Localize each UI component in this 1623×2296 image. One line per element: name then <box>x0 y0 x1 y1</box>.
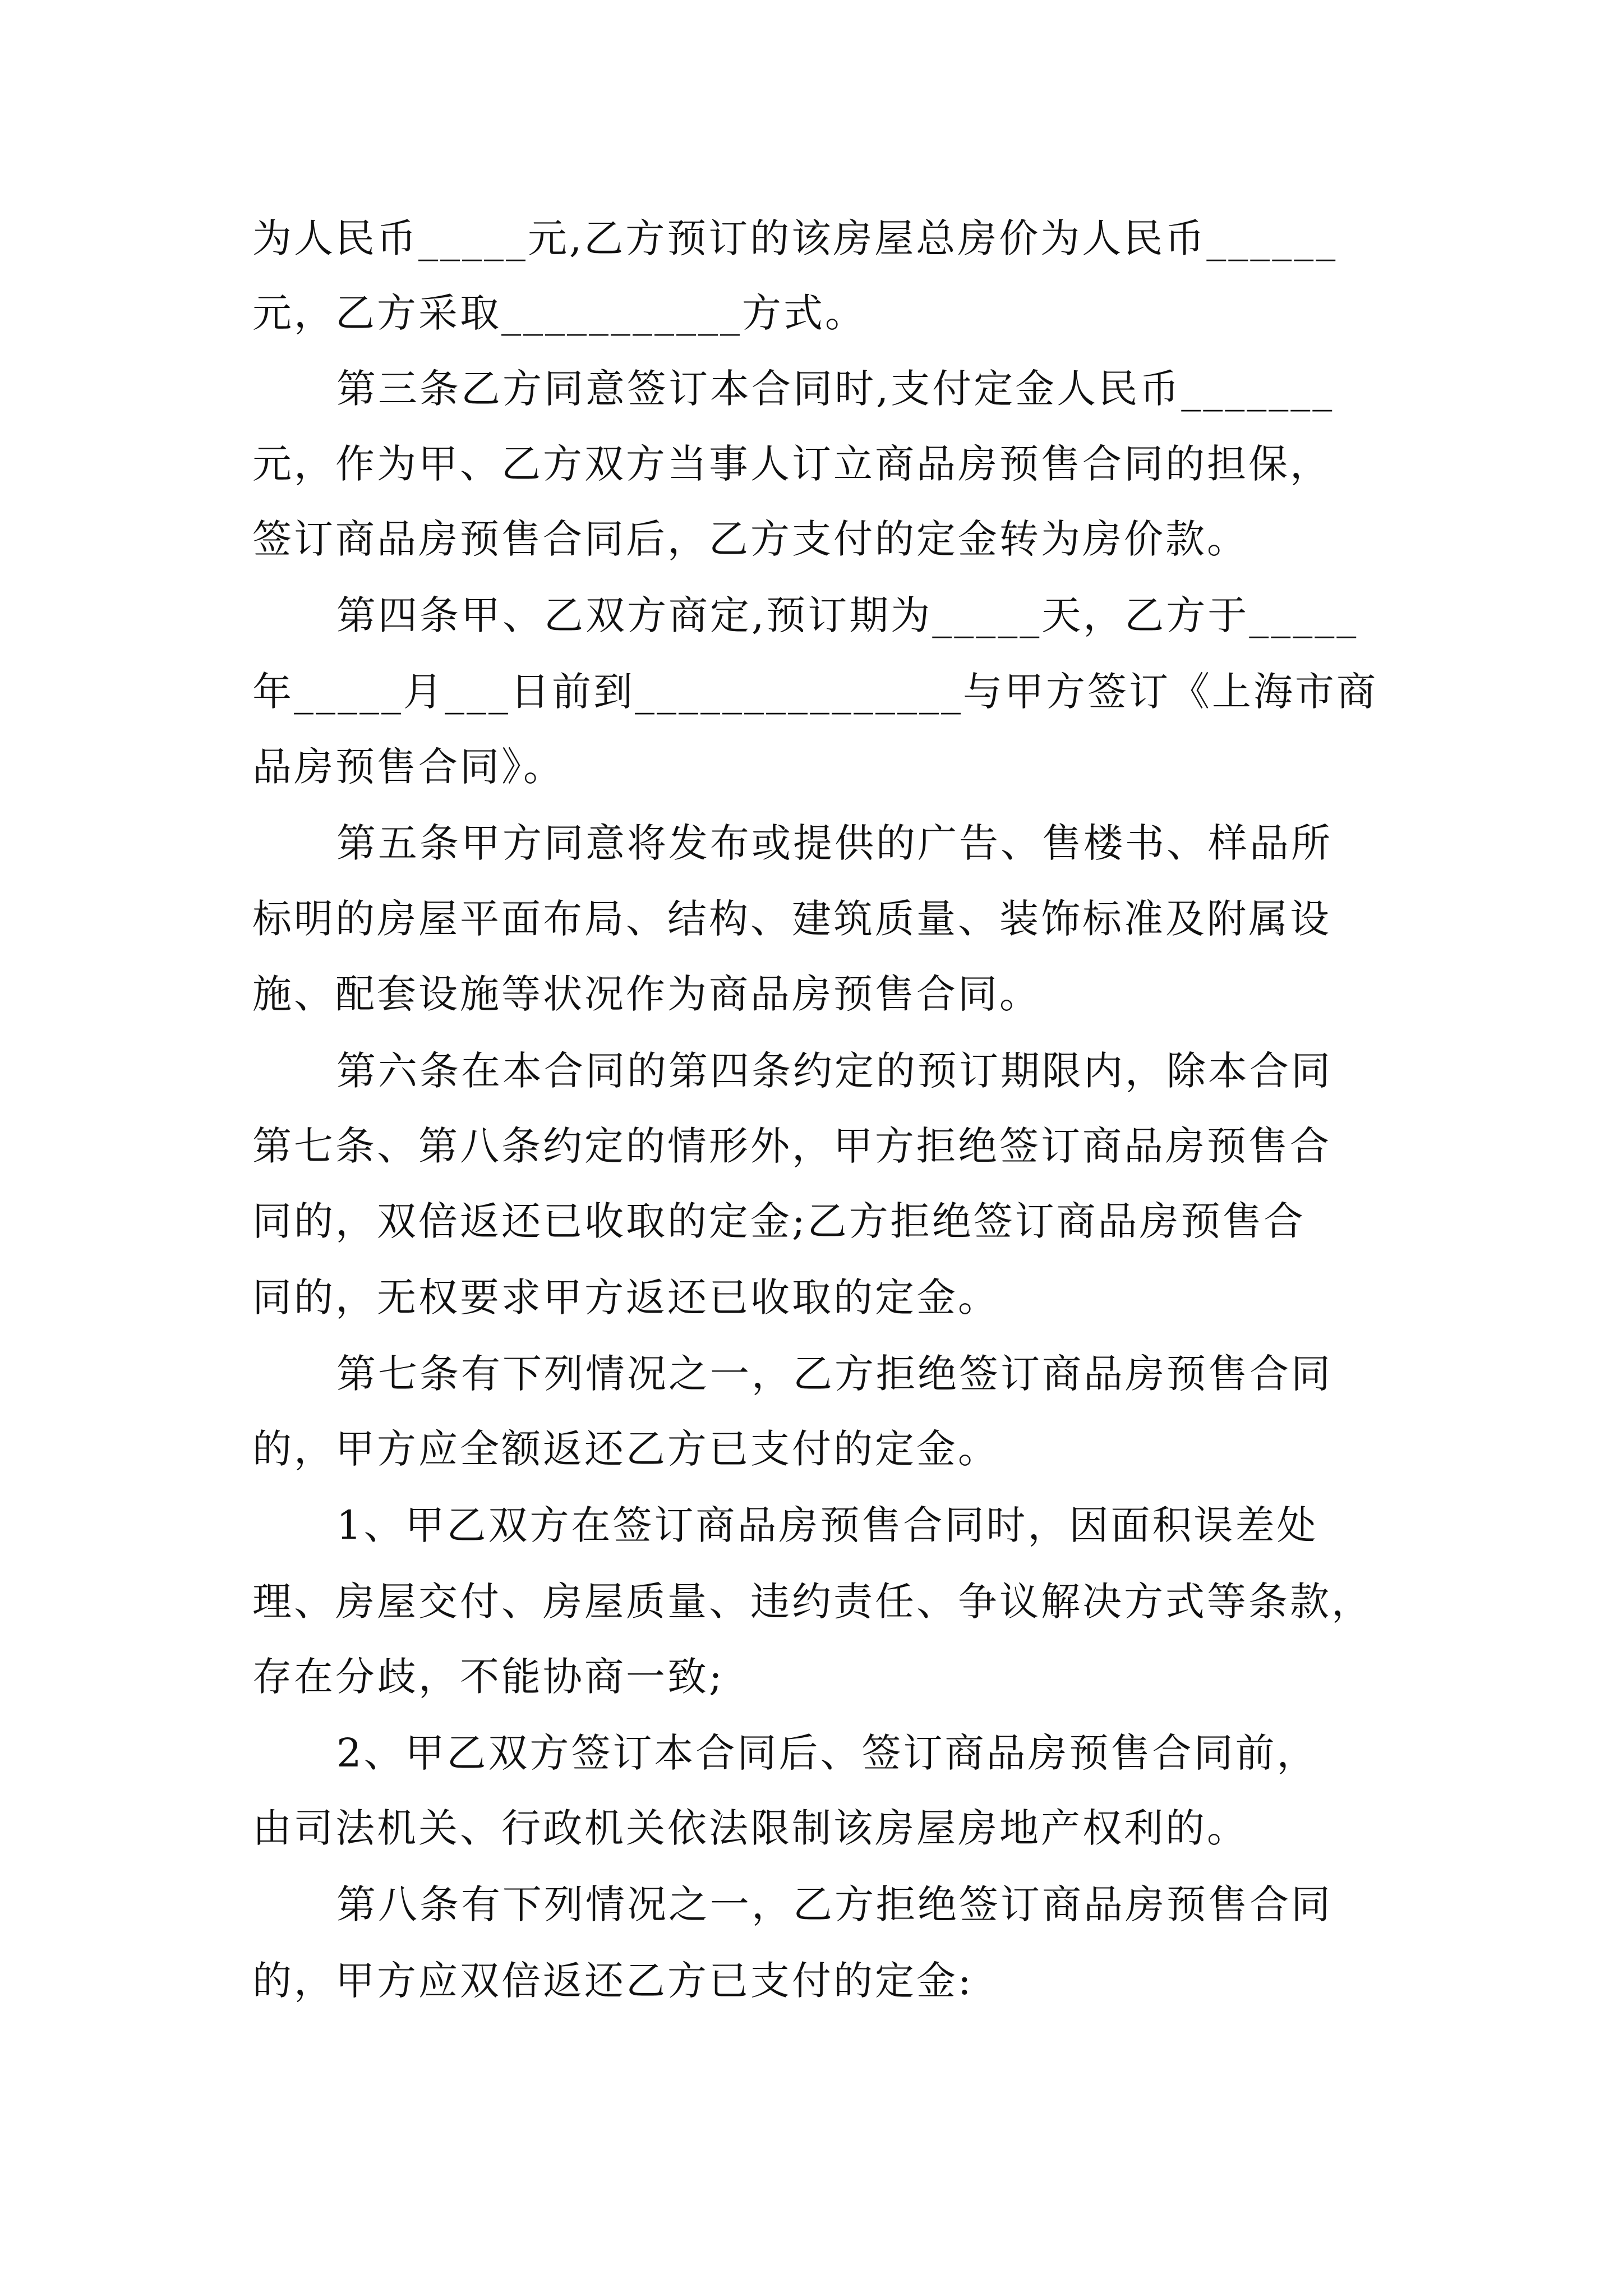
text-line: 品房预售合同》。 <box>252 744 565 790</box>
text-line: 为人民币_____元,乙方预订的该房屋总房价为人民币______ <box>252 215 1338 261</box>
text-line: 元，乙方采取___________方式。 <box>252 290 866 336</box>
text-line: 第四条甲、乙双方商定,预订期为_____天，乙方于_____ <box>336 592 1359 638</box>
text-line: 元，作为甲、乙方双方当事人订立商品房预售合同的担保， <box>252 441 1331 487</box>
text-line: 存在分歧，不能协商一致; <box>252 1654 725 1700</box>
text-line: 1、甲乙双方在签订商品房预售合同时，因面积误差处 <box>336 1502 1318 1548</box>
text-line: 第五条甲方同意将发布或提供的广告、售楼书、样品所 <box>336 820 1332 866</box>
text-line: 签订商品房预售合同后，乙方支付的定金转为房价款。 <box>252 516 1248 562</box>
text-line: 施、配套设施等状况作为商品房预售合同。 <box>252 971 1041 1017</box>
text-line: 理、房屋交付、房屋质量、违约责任、争议解决方式等条款， <box>252 1579 1373 1625</box>
text-line: 年_____月___日前到_______________与甲方签订《上海市商 <box>252 669 1378 715</box>
text-line: 2、甲乙双方签订本合同后、签订商品房预售合同前， <box>336 1730 1318 1776</box>
text-line: 的，甲方应双倍返还乙方已支付的定金: <box>252 1958 974 2004</box>
text-line: 第七条有下列情况之一，乙方拒绝签订商品房预售合同 <box>336 1351 1332 1397</box>
text-line: 第七条、第八条约定的情形外，甲方拒绝签订商品房预售合 <box>252 1123 1331 1169</box>
text-line: 第三条乙方同意签订本合同时,支付定金人民币_______ <box>336 366 1335 412</box>
text-line: 标明的房屋平面布局、结构、建筑质量、装饰标准及附属设 <box>252 896 1331 942</box>
text-line: 的，甲方应全额返还乙方已支付的定金。 <box>252 1426 999 1472</box>
text-line: 第六条在本合同的第四条约定的预订期限内，除本合同 <box>336 1048 1332 1094</box>
text-line: 同的，双倍返还已收取的定金;乙方拒绝签订商品房预售合 <box>252 1198 1306 1244</box>
text-line: 由司法机关、行政机关依法限制该房屋房地产权利的。 <box>252 1805 1248 1851</box>
text-line: 同的，无权要求甲方返还已收取的定金。 <box>252 1274 999 1320</box>
text-line: 第八条有下列情况之一，乙方拒绝签订商品房预售合同 <box>336 1881 1332 1927</box>
